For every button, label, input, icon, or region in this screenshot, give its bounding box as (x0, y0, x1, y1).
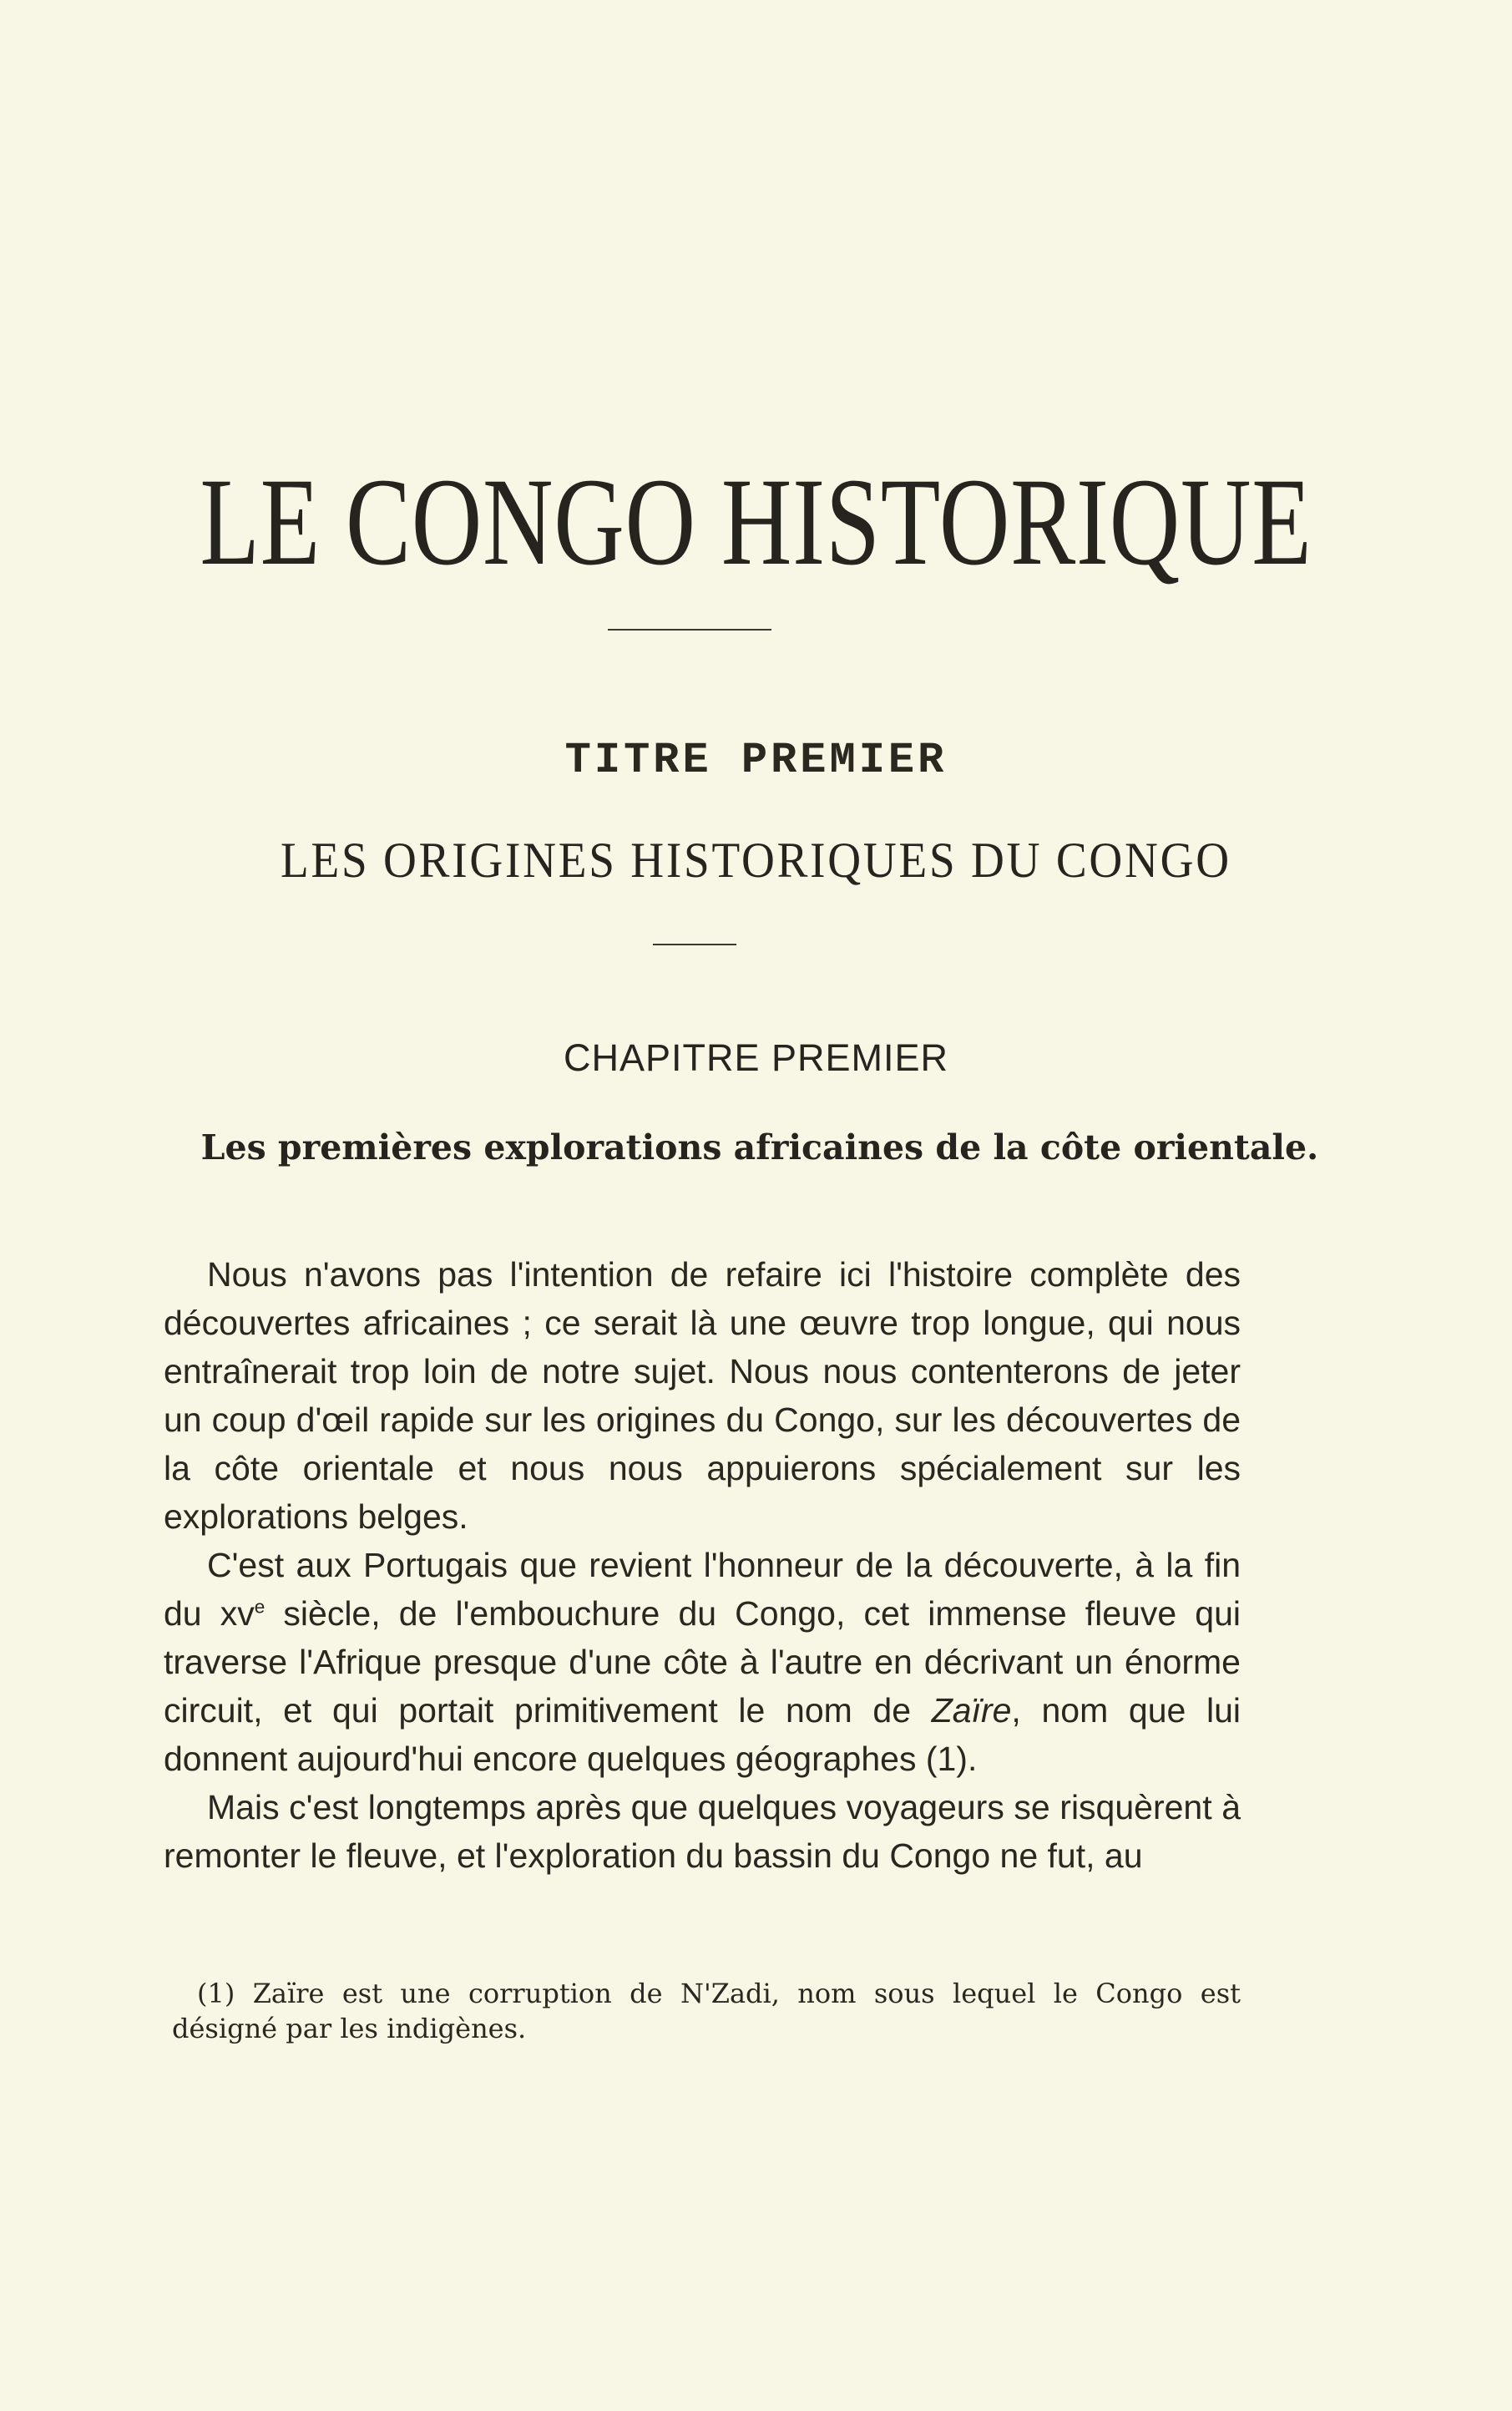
paragraph-2-part-a: C'est aux Portugais que revient l'honneur de la découverte, à la fin du xv (164, 1546, 1241, 1633)
footnote: (1) Zaïre est une corruption de N'Zadi, nom sous lequel le Congo est désigné par les indigènes. (172, 1978, 1241, 2044)
body-text (164, 1250, 1241, 1880)
paragraph-1: Nous n'avons pas l'intention de refaire ici l'histoire complète des découvertes africaines ; ce serait là une œuvre trop longue, qui nous entraînerait trop loin de notre sujet. Nous nous contenterons de jeter un coup d'œil rapide sur les origines du Congo, sur les découvertes de la côte orientale et nous nous appuierons spécialement sur les explorations belges. (164, 1255, 1241, 1536)
paragraph-2-part-c: , nom que lui donnent aujourd'hui encore quelques géographes (1). (164, 1691, 1241, 1778)
chapter-title: Les premières explorations africaines de la côte orientale. (200, 1127, 1319, 1168)
chapter-label: CHAPITRE PREMIER (563, 1036, 949, 1079)
paragraph-2-part-b: siècle, de l'embouchure du Congo, cet immense fleuve qui traverse l'Afrique presque d'une côte à l'autre en décrivant un énorme circuit, et qui portait primitivement le nom de (164, 1594, 1241, 1730)
part-title: LES ORIGINES HISTORIQUES DU CONGO (281, 833, 1231, 888)
book-title: LE CONGO HISTORIQUE (200, 453, 1312, 591)
section-rule (653, 944, 736, 945)
part-label: TITRE PREMIER (564, 736, 948, 785)
zaire-italic: Zaïre (931, 1691, 1012, 1730)
paragraph-3: Mais c'est longtemps après que quelques voyageurs se risquèrent à remonter le fleuve, et l'exploration du bassin du Congo ne fut, au (164, 1788, 1241, 1875)
title-rule (608, 629, 771, 631)
paragraph-2 (164, 1541, 1241, 1783)
century-superscript: e (254, 1596, 265, 1618)
